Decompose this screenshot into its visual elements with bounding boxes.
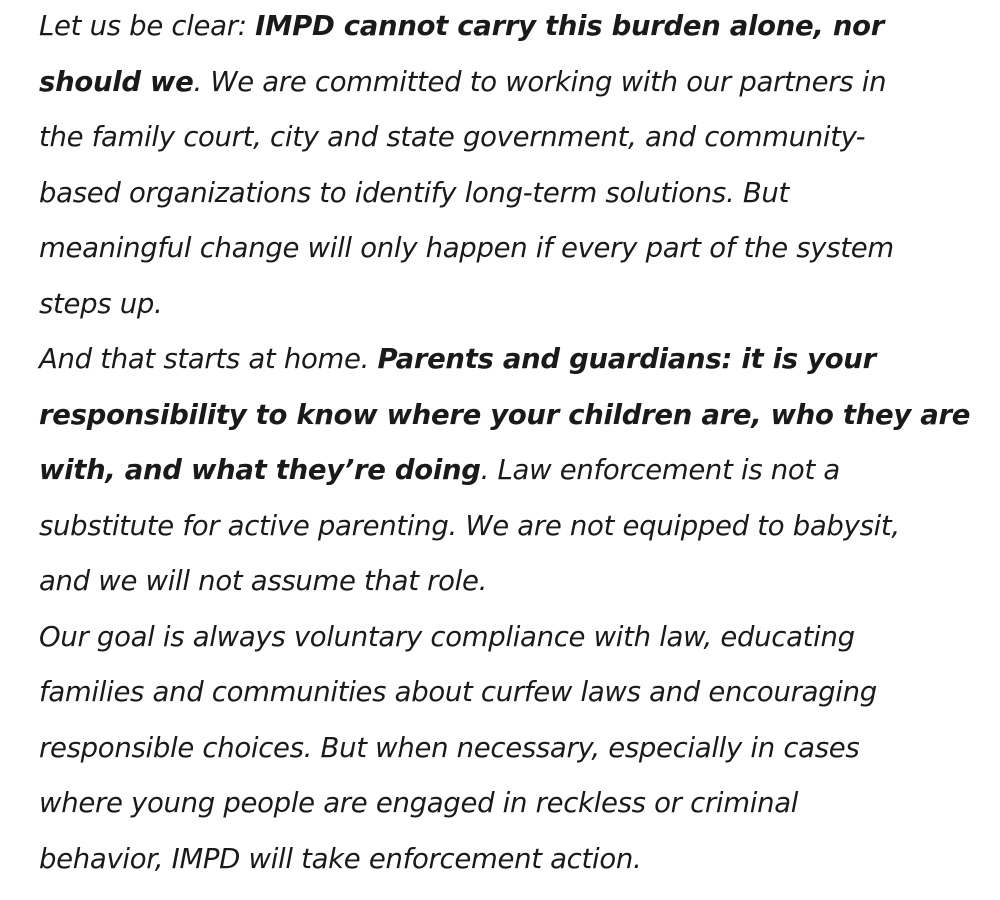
paragraph-enforcement-goal — [39, 610, 989, 888]
text-line — [39, 55, 989, 111]
text-run: steps up. — [39, 287, 163, 320]
paragraph-parents-guardians — [39, 332, 989, 610]
text-run: . We are committed to working with our partners in — [193, 65, 887, 98]
text-run: meaningful change will only happen if every part of the system — [39, 232, 894, 264]
text-line — [39, 221, 989, 277]
text-line — [39, 166, 989, 222]
text-run: . Law enforcement is not a — [480, 454, 840, 486]
text-run: And that starts at home. — [39, 343, 378, 375]
paragraph-shared-responsibility — [39, 0, 989, 332]
text-run: based organizations to identify long-term solutions. But — [39, 176, 790, 209]
text-run: substitute for active parenting. We are not equipped to babysit, — [39, 509, 900, 542]
text-run: where young people are engaged in reckless or criminal — [39, 787, 799, 819]
text-line — [39, 832, 989, 888]
emphasis-run: IMPD cannot carry this burden alone, nor — [255, 10, 884, 42]
text-run: Let us be clear: — [39, 10, 256, 42]
emphasis-run: with, and what they’re doing — [39, 454, 481, 486]
text-run: responsible choices. But when necessary, especially in cases — [39, 731, 860, 764]
text-line — [39, 0, 989, 55]
emphasis-run: responsibility to know where your children are, who they are — [39, 398, 971, 431]
text-line — [39, 277, 989, 333]
emphasis-run: should we — [39, 65, 194, 98]
text-line — [39, 554, 989, 610]
text-line — [39, 665, 989, 721]
text-line — [39, 721, 989, 777]
text-line — [39, 332, 989, 388]
text-run: the family court, city and state government, and community- — [39, 121, 866, 153]
statement-document — [39, 0, 989, 887]
text-line — [39, 610, 989, 666]
text-run: families and communities about curfew laws and encouraging — [39, 676, 877, 708]
text-line — [39, 443, 989, 499]
text-run: behavior, IMPD will take enforcement action. — [39, 842, 642, 875]
text-line — [39, 776, 989, 832]
emphasis-run: Parents and guardians: it is your — [377, 343, 876, 375]
text-line — [39, 499, 989, 555]
text-line — [39, 388, 989, 444]
text-line — [39, 110, 989, 166]
text-run: Our goal is always voluntary compliance with law, educating — [39, 620, 855, 653]
text-run: and we will not assume that role. — [39, 565, 488, 597]
